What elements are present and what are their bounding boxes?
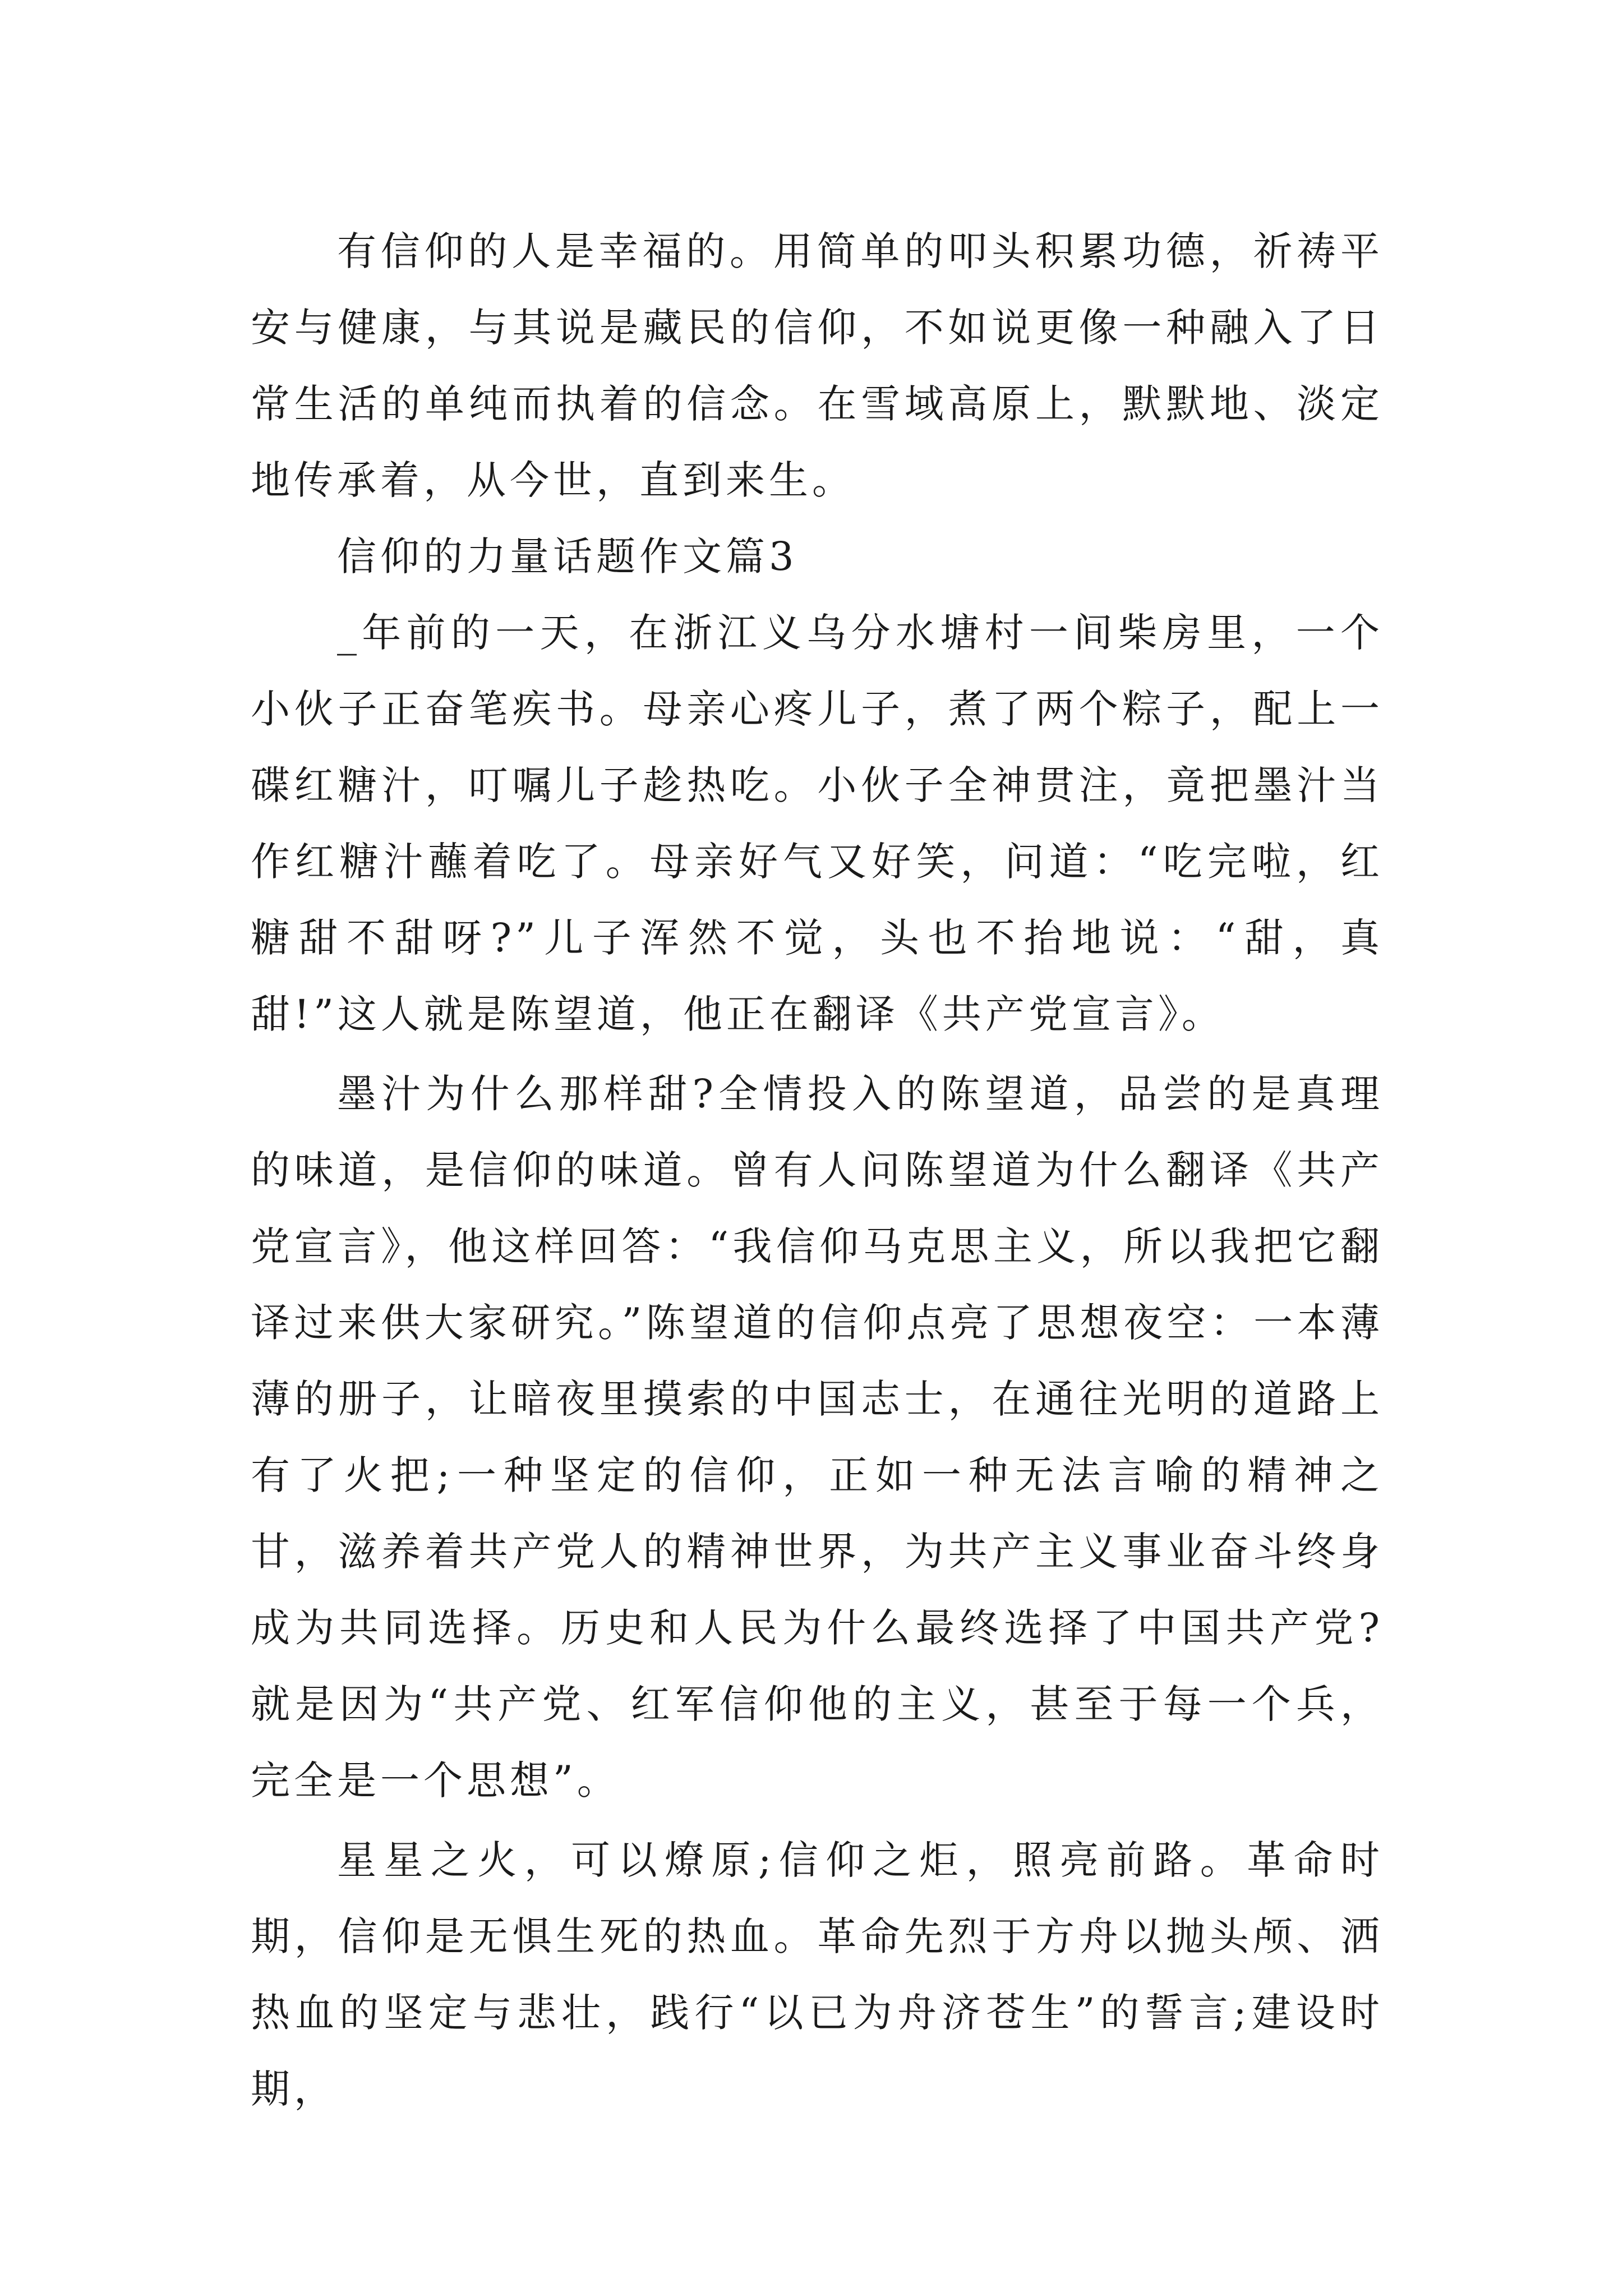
paragraph-4: 星星之火，可以燎原;信仰之炬，照亮前路。革命时期，信仰是无惧生死的热血。革命先烈于方舟以抛头颅、洒热血的坚定与悲壮，践行“以已为舟济苍生”的誓言;建设时期，	[251, 1837, 1384, 2112]
section-heading: 信仰的力量话题作文篇3	[337, 533, 798, 579]
paragraph-1: 有信仰的人是幸福的。用简单的叩头积累功德，祈祷平安与健康，与其说是藏民的信仰，不如说更像一种融入了日常生活的单纯而执着的信念。在雪域高原上，默默地、淡定地传承着，从今世，直到来生。	[251, 228, 1384, 503]
paragraph-3: 墨汁为什么那样甜?全情投入的陈望道，品尝的是真理的味道，是信仰的味道。曾有人问陈望道为什么翻译《共产党宣言》，他这样回答：“我信仰马克思主义，所以我把它翻译过来供大家研究。”陈望道的信仰点亮了思想夜空：一本薄薄的册子，让暗夜里摸索的中国志士，在通往光明的道路上有了火把;一种坚定的信仰，正如一种无法言喻的精神之甘，滋养着共产党人的精神世界，为共产主义事业奋斗终身成为共同选择。历史和人民为什么最终选择了中国共产党?就是因为“共产党、红军信仰他的主义，甚至于每一个兵，完全是一个思想”。	[251, 1071, 1384, 1803]
document-body	[251, 213, 1384, 2127]
paragraph-2: _年前的一天，在浙江义乌分水塘村一间柴房里，一个小伙子正奋笔疾书。母亲心疼儿子，煮了两个粽子，配上一碟红糖汁，叮嘱儿子趁热吃。小伙子全神贯注，竟把墨汁当作红糖汁蘸着吃了。母亲好气又好笑，问道：“吃完啦，红糖甜不甜呀?”儿子浑然不觉，头也不抬地说：“甜，真甜!”这人就是陈望道，他正在翻译《共产党宣言》。	[251, 610, 1384, 1037]
